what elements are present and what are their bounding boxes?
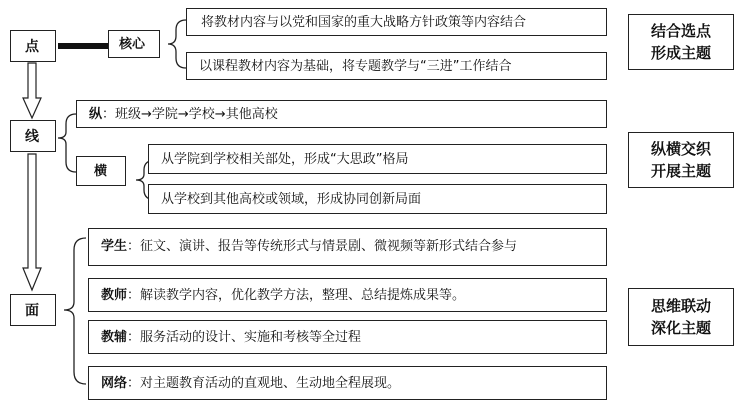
heng-item-2 [148,184,607,214]
teacher-label: 教师 [101,288,128,303]
outcome-3-line2: 深化主题 [650,319,711,337]
network-row-content [101,377,400,390]
node-hexin-label: 核心 [119,37,146,52]
heng-item-2-text: 从学校到其他高校或领域，形成协同创新局面 [161,192,422,207]
node-dian-label: 点 [25,39,39,55]
outcome-1-line2: 形成主题 [650,44,711,62]
core-brace [168,20,186,68]
node-mian-label: 面 [25,303,39,319]
zong-row [76,100,607,128]
node-heng-label: 横 [94,164,108,179]
xian-brace [58,114,76,172]
teacher-row [88,278,607,312]
outcome-3 [628,288,734,346]
student-text: ：征文、演讲、报告等传统形式与情景剧、微视频等新形式结合参与 [127,239,518,254]
arrow-xian-to-mian [23,154,41,290]
node-xian-label: 线 [25,129,39,145]
core-item-1-text: 将教材内容与以党和国家的重大战略方针政策等内容结合 [201,15,527,30]
outcome-1 [628,14,734,70]
assistant-row-content [101,331,361,344]
core-item-2-text: 以课程教材内容为基础，将专题教学与“三进”工作结合 [199,59,512,74]
core-item-1 [186,8,607,36]
teacher-row-content [101,289,465,302]
outcome-2-line1: 纵横交织 [650,140,711,158]
student-label: 学生 [101,239,128,254]
network-text: ：对主题教育活动的直观地、生动地全程展现。 [127,376,401,391]
node-xian [10,120,56,152]
node-dian [10,30,56,62]
zong-label: 纵 [89,107,103,122]
zong-row-content [89,108,278,121]
assistant-text: ：服务活动的设计、实施和考核等全过程 [127,330,362,345]
heng-item-1-text: 从学院到学校相关部处，形成“大思政”格局 [161,152,409,167]
heng-item-1 [148,144,607,174]
node-mian [10,294,56,326]
outcome-3-line1: 思维联动 [650,297,711,315]
assistant-row [88,320,607,354]
core-item-2 [186,52,607,80]
teacher-text: ：解读教学内容，优化教学方法，整理、总结提炼成果等。 [127,288,466,303]
arrow-dian-to-xian [23,63,41,118]
outcome-1-line1: 结合选点 [650,22,711,40]
network-row [88,366,607,400]
node-hexin [108,30,160,58]
dian-hexin-connector [58,43,108,49]
outcome-2-line2: 开展主题 [650,162,711,180]
network-label: 网络 [101,376,128,391]
outcome-2 [628,132,734,188]
student-row [88,228,607,266]
node-heng [76,156,126,186]
zong-text: ：班级→学院→学校→其他高校 [102,107,278,122]
assistant-label: 教辅 [101,330,128,345]
mian-brace [64,238,86,384]
student-row-content [101,240,517,253]
